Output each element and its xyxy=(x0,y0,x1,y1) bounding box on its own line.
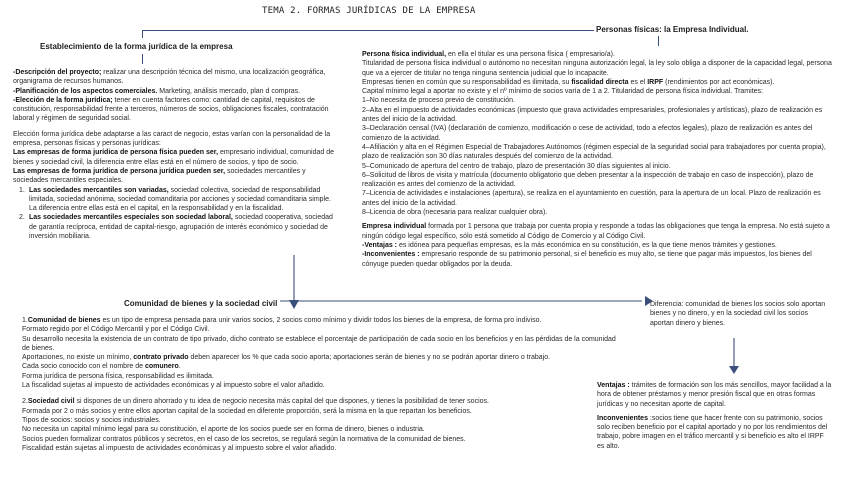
left-item-planificacion-label: -Planificación de los aspectos comerciales. xyxy=(13,87,158,95)
sociedad-civil-line: Fiscalidad están sujetas al impuesto de actividades económicas y al impuesto sobre el valor añadido. xyxy=(22,444,337,452)
contrato-privado-label: contrato privado xyxy=(133,354,189,362)
diferencia-note: Diferencia: comunidad de bienes los socios solo aportan bienes y no dinero, y en la sociedad civil los socios aportan dinero y bienes. xyxy=(650,301,826,327)
page-title: TEMA 2. FORMAS JURÍDICAS DE LA EMPRESA xyxy=(262,6,476,16)
persona-fisica-paragraph xyxy=(13,148,338,167)
tramite-step: 6–Solicitud de libros de visita y matrícula (documento obligatorio que deben presentar a la inspección de trabajo en caso de inspección), plazo de realización es antes del comienzo de la actividad. xyxy=(362,171,814,189)
sociedad-civil-line: Tipos de socios: socios y socios industriales. xyxy=(22,416,161,424)
right-column xyxy=(362,50,836,269)
persona-fisica-individual xyxy=(362,50,836,59)
tramite-step: 5–Comunicado de apertura del centro de trabajo, plazo de presentación 30 días siguientes al inicio. xyxy=(362,162,671,170)
irpf-label: IRPF xyxy=(647,78,664,86)
list-item xyxy=(19,213,338,241)
list-text xyxy=(29,186,338,214)
tramite-step: 1–No necesita de proceso previo de constitución. xyxy=(362,97,515,105)
left-heading: Establecimiento de la forma jurídica de la empresa xyxy=(40,42,233,51)
comunero-text-a: Cada socio conocido con el nombre de xyxy=(22,363,145,371)
persona-juridica-paragraph xyxy=(13,167,338,186)
sociedad-civil-label: Sociedad civil xyxy=(27,398,75,406)
inconvenientes-text: empresario responde de su patrimonio personal, si el beneficio es muy alto, se tiene que pagar más impuestos, los bienes del cónyuge pueden quedar obligados por la deuda. xyxy=(362,251,812,268)
comunero-paragraph xyxy=(22,362,624,371)
fiscalidad-directa-label: fiscalidad directa xyxy=(571,78,629,86)
side-ventajas-block xyxy=(597,381,833,451)
center-arrow-head xyxy=(289,300,299,309)
persona-juridica-label: Las empresas de forma jurídica de persona jurídica pueden ser, xyxy=(13,167,226,175)
persona-fisica-label: Las empresas de forma jurídica de persona física pueden ser, xyxy=(13,149,219,157)
list-text xyxy=(29,213,338,241)
left-item-planificacion-text: Marketing, análisis mercado, plan d compras. xyxy=(157,87,301,95)
comunero-label: comunero xyxy=(144,363,179,371)
left-item-descripcion-text: realizar una descripción técnica del mismo, una localización geográfica, organigrama de recursos humanos. xyxy=(13,69,326,86)
responsabilidad-text-c: es el xyxy=(628,78,648,86)
comunidad-bienes-line: Su desarrollo necesita la existencia de un contrato de tipo privado, dicho contrato se establece el porcentaje de participación de cada socio en los beneficios y en las pérdidas de la comunidad de bienes. xyxy=(22,335,616,352)
persona-fisica-individual-label: Persona física individual, xyxy=(362,51,447,58)
side-inconvenientes-label: Inconvenientes xyxy=(597,414,648,422)
empresa-individual-paragraph xyxy=(362,222,836,241)
inconvenientes-paragraph xyxy=(362,250,836,269)
sociedad-civil-line: Formada por 2 o más socios y entre ellos aportan capital de la sociedad en diferente proporción, será la misma en la que repartan los beneficios. xyxy=(22,407,472,415)
comunidad-bienes-text: es un tipo de empresa pensada para unir varios socios, 2 socios como mínimo y dividir todos los bienes de la empresa, de forma pro indiviso. xyxy=(100,317,542,324)
sociedades-list xyxy=(13,186,338,242)
tramite-step: 3–Declaración censal (IVA) (declaración de comienzo, modificación o cese de actividad, todo a efectos legales), plazo de realización es antes del comienzo de la actividad. xyxy=(362,125,813,142)
list-item-text: sociedad colectiva, sociedad de responsabilidad limitada, sociedad anónima, sociedad comanditaria por acciones y sociedad comanditaria simple. La diferencia entre ellas está en el capital, en la responsabilidad y en la fiscalidad. xyxy=(29,186,331,213)
empresa-individual-label: Empresa individual xyxy=(362,223,427,231)
sociedad-civil-paragraph xyxy=(22,397,624,406)
side-ventajas-paragraph xyxy=(597,381,833,409)
comunidad-bienes-number: 1. xyxy=(22,317,28,324)
responsabilidad-text-e: (rendimientos por act económicas). xyxy=(663,78,775,86)
side-ventajas-label: Ventajas : xyxy=(597,382,630,389)
comunidad-bienes-line: La fiscalidad sujetas al impuesto de actividades económicas y al impuesto sobre el valor añadido. xyxy=(22,382,325,390)
persona-juridica-text: sociedades mercantiles y sociedades mercantiles especiales. xyxy=(13,167,306,185)
inconvenientes-label: -Inconvenientes : xyxy=(362,251,420,259)
comunidad-bienes-paragraph xyxy=(22,316,624,325)
tramite-step: 4–Afiliación y alta en el Régimen Especial de Trabajadores Autónomos (régimen especial de la seguridad social para trabajadores por cuenta propia), plazo de realización son 30 días naturales después del comienzo de la actividad. xyxy=(362,143,826,161)
sociedad-civil-line: Socios pueden formalizar contratos públicos y secretos, en el caso de los secretos, se regulará según la normativa de la comunidad de bienes. xyxy=(22,435,466,443)
ventajas-label: -Ventajas : xyxy=(362,241,398,249)
aportaciones-text-a: Aportaciones, no existe un mínimo, xyxy=(22,354,134,362)
persona-fisica-text: empresario individual, comunidad de bienes y sociedad civil, la diferencia entre ellas está en el número de socios, y tipo de socio. xyxy=(13,149,334,166)
sociedad-civil-line: No necesita un capital mínimo legal para su constitución, el aporte de los socios puede ser en forma de dinero, bienes o industria. xyxy=(22,426,425,434)
bottom-heading: Comunidad de bienes y la sociedad civil xyxy=(121,299,280,308)
list-number: 1. xyxy=(19,186,25,194)
eleccion-paragraph: Elección forma jurídica debe adaptarse a las caract de negocio, estas varían con la personalidad de la empresa, personas físicas y personas jurídicas: xyxy=(13,130,331,148)
comunidad-bienes-line: Formato regido por el Código Mercantil y por el Código Civil. xyxy=(22,326,210,334)
side-inconvenientes-paragraph xyxy=(597,414,833,451)
left-item-eleccion-label: -Elección de la forma jurídica; xyxy=(13,96,113,104)
aportaciones-paragraph xyxy=(22,353,624,362)
comunidad-bienes-line: Forma jurídica de persona física, responsabilidad es ilimitada. xyxy=(22,372,214,380)
ventajas-paragraph xyxy=(362,241,836,250)
responsabilidad-paragraph xyxy=(362,78,836,87)
comunero-text-c: . xyxy=(178,363,181,371)
list-item-label: Las sociedades mercantiles especiales son sociedad laboral, xyxy=(29,214,233,222)
persona-fisica-individual-text: en ella el titular es una persona física ( empresario/a). xyxy=(446,51,615,58)
aportaciones-text-c: deben aparecer los % que cada socio aporta; aportaciones serán de bienes y no se podrán aportar dinero o trabajo. xyxy=(188,354,551,362)
left-item-descripcion xyxy=(13,68,338,87)
left-item-eleccion xyxy=(13,96,338,124)
list-number: 2. xyxy=(19,214,25,222)
side-arrow-head xyxy=(729,366,739,374)
tramite-step: 7–Licencia de actividades e instalaciones (apertura), se realiza en el ayuntamiento en cuestión, para la apertura de un local. Plazo de realización es antes del inicio de la actividad. xyxy=(362,190,821,207)
titularidad-paragraph: Titularidad de persona física individual o autónomo no necesitan ninguna autorización legal, la ley solo obliga a disponer de la capacidad legal, persona que va a ejercer de titular no tenga ninguna sentencia judicial que lo incapacite. xyxy=(362,60,832,77)
right-heading: Personas físicas: la Empresa Individual. xyxy=(596,25,749,34)
sociedad-civil-number: 2. xyxy=(22,398,28,406)
list-item-text: sociedad cooperativa, sociedad de garantía recíproca, entidad de capital-riesgo, agrupación de interés económico y sociedad de inversión mobiliaria. xyxy=(29,214,333,241)
capital-paragraph: Capital mínimo legal a aportar no existe y el nº mínimo de socios varía de 1 a 2. Titularidad de persona física individual. Tramites: xyxy=(362,88,763,96)
left-column xyxy=(13,68,338,241)
sociedad-civil-text: si dispones de un dinero ahorrado y tu idea de negocio necesita más capital del que dispones, y tienes la posibilidad de tener socios. xyxy=(74,398,489,406)
comunidad-bienes-label: Comunidad de bienes xyxy=(27,317,101,324)
side-inconvenientes-text: :socios tiene que hacer frente con su patrimonio, socios solo reciben beneficio por el capital aportado y no por los rendimientos del trabajo, pobre imagen en el tráfico mercantil y si beneficio es alto el IRPF es alto. xyxy=(597,414,828,450)
list-item-label: Las sociedades mercantiles son variadas, xyxy=(29,186,169,194)
side-ventajas-text: trámites de formación son los más sencillos, mayor facilidad a la hora de obtener préstamos y menor presión fiscal que en otras formas jurídicas y no necesitan aporte de capital. xyxy=(597,382,832,408)
list-item xyxy=(19,186,338,214)
empresa-individual-text: formada por 1 persona que trabaja por cuenta propia y responde a todas las obligaciones que tenga la empresa. No está sujeto a ningún código legal específico, sólo está sometido al Código de Comercio y al Código Civil. xyxy=(362,223,830,240)
ventajas-text: es idónea para pequeñas empresas, es la más económica en su constitución, es la que tiene menos trámites y gestiones. xyxy=(397,241,777,249)
left-item-eleccion-text: tener en cuenta factores como: cantidad de capital, requisitos de constitución, responsabilidad frente a terceros, números de socios, obligaciones fiscales, contratación laboral y régimen de seguridad social. xyxy=(13,96,329,123)
tramite-step: 8–Licencia de obra (necesaria para realizar cualquier obra). xyxy=(362,209,548,217)
left-item-descripcion-label: -Descripción del proyecto; xyxy=(13,69,102,76)
responsabilidad-text-a: Empresas tienen en común que su responsabilidad es ilimitada, su xyxy=(362,78,572,86)
bottom-column xyxy=(22,316,624,453)
left-item-planificacion xyxy=(13,87,338,96)
tramite-step: 2–Alta en el impuesto de actividades económicas (impuesto que grava actividades empresariales, profesionales y artísticas), plazo de realización es antes del inicio de la actividad. xyxy=(362,106,823,124)
